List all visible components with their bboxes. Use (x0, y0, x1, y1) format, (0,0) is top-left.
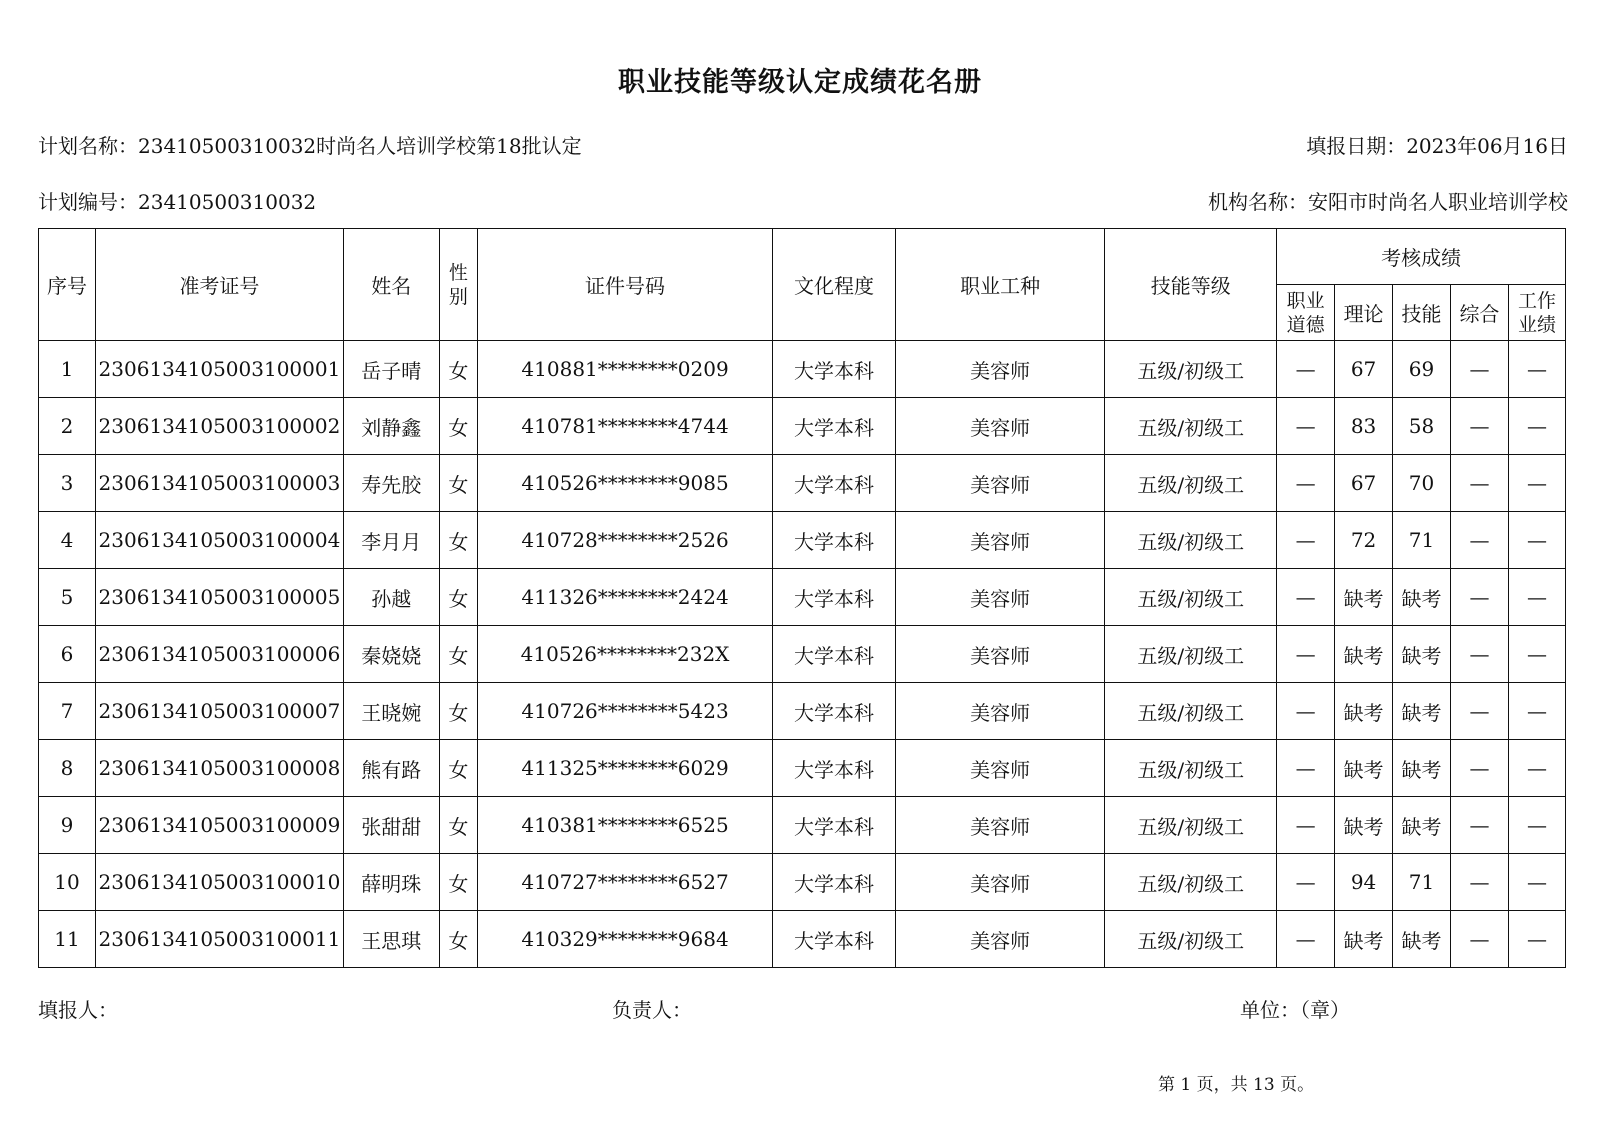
cell-ticket: 2306134105003100003 (95, 455, 343, 512)
cell-ticket: 2306134105003100011 (95, 911, 343, 968)
cell-seq: 9 (39, 797, 96, 854)
table-row (39, 797, 1566, 854)
cell-ticket: 2306134105003100001 (95, 341, 343, 398)
cell-edu: 大学本科 (772, 911, 895, 968)
header-edu: 文化程度 (772, 229, 895, 341)
cell-work: — (1508, 911, 1565, 968)
cell-id: 411326********2424 (478, 569, 773, 626)
cell-edu: 大学本科 (772, 341, 895, 398)
header-gender: 性别 (439, 229, 478, 341)
cell-ethics: — (1277, 512, 1335, 569)
cell-edu: 大学本科 (772, 683, 895, 740)
cell-name: 王思琪 (343, 911, 439, 968)
cell-theory: 缺考 (1335, 911, 1393, 968)
responsible-label: 负责人： (612, 998, 692, 1022)
cell-skill: 缺考 (1393, 626, 1451, 683)
plan-name-value: 23410500310032时尚名人培训学校第18批认定 (138, 134, 582, 158)
cell-gender: 女 (439, 341, 478, 398)
cell-ethics: — (1277, 455, 1335, 512)
cell-edu: 大学本科 (772, 569, 895, 626)
cell-overall: — (1450, 512, 1508, 569)
table-row (39, 911, 1566, 968)
cell-ethics: — (1277, 683, 1335, 740)
plan-name-label: 计划名称： (38, 134, 138, 158)
cell-work: — (1508, 683, 1565, 740)
cell-theory: 缺考 (1335, 683, 1393, 740)
cell-level: 五级/初级工 (1105, 683, 1277, 740)
cell-id: 410727********6527 (478, 854, 773, 911)
cell-skill: 缺考 (1393, 740, 1451, 797)
table-row (39, 512, 1566, 569)
cell-gender: 女 (439, 455, 478, 512)
cell-gender: 女 (439, 512, 478, 569)
cell-id: 410881********0209 (478, 341, 773, 398)
cell-edu: 大学本科 (772, 626, 895, 683)
cell-id: 410728********2526 (478, 512, 773, 569)
cell-gender: 女 (439, 626, 478, 683)
cell-name: 孙越 (343, 569, 439, 626)
cell-ethics: — (1277, 797, 1335, 854)
cell-gender: 女 (439, 911, 478, 968)
cell-overall: — (1450, 797, 1508, 854)
cell-edu: 大学本科 (772, 854, 895, 911)
org-name-value: 安阳市时尚名人职业培训学校 (1308, 190, 1568, 214)
table-row (39, 569, 1566, 626)
cell-name: 岳子晴 (343, 341, 439, 398)
fill-date-line (1306, 130, 1568, 159)
cell-gender: 女 (439, 569, 478, 626)
fill-date-value: 2023年06月16日 (1406, 134, 1568, 158)
cell-id: 411325********6029 (478, 740, 773, 797)
cell-id: 410726********5423 (478, 683, 773, 740)
cell-seq: 3 (39, 455, 96, 512)
cell-ticket: 2306134105003100004 (95, 512, 343, 569)
cell-ticket: 2306134105003100007 (95, 683, 343, 740)
page-number: 第 1 页，共 13 页。 (1158, 1075, 1315, 1095)
cell-ethics: — (1277, 626, 1335, 683)
cell-ethics: — (1277, 398, 1335, 455)
cell-name: 李月月 (343, 512, 439, 569)
cell-job: 美容师 (895, 683, 1104, 740)
cell-job: 美容师 (895, 341, 1104, 398)
cell-job: 美容师 (895, 854, 1104, 911)
cell-overall: — (1450, 740, 1508, 797)
cell-id: 410526********9085 (478, 455, 773, 512)
header-skill: 技能 (1393, 285, 1451, 341)
header-work: 工作业绩 (1508, 285, 1565, 341)
cell-theory: 67 (1335, 455, 1393, 512)
cell-work: — (1508, 569, 1565, 626)
cell-theory: 83 (1335, 398, 1393, 455)
cell-theory: 67 (1335, 341, 1393, 398)
header-level: 技能等级 (1105, 229, 1277, 341)
cell-work: — (1508, 797, 1565, 854)
org-label: 机构名称： (1208, 190, 1308, 214)
cell-edu: 大学本科 (772, 797, 895, 854)
cell-name: 熊有路 (343, 740, 439, 797)
cell-gender: 女 (439, 398, 478, 455)
cell-skill: 70 (1393, 455, 1451, 512)
cell-work: — (1508, 455, 1565, 512)
table-row (39, 455, 1566, 512)
cell-ticket: 2306134105003100010 (95, 854, 343, 911)
header-overall: 综合 (1450, 285, 1508, 341)
cell-ticket: 2306134105003100006 (95, 626, 343, 683)
cell-skill: 缺考 (1393, 911, 1451, 968)
cell-seq: 10 (39, 854, 96, 911)
cell-ethics: — (1277, 854, 1335, 911)
cell-id: 410526********232X (478, 626, 773, 683)
cell-work: — (1508, 854, 1565, 911)
cell-job: 美容师 (895, 740, 1104, 797)
header-job: 职业工种 (895, 229, 1104, 341)
header-id: 证件号码 (478, 229, 773, 341)
plan-no-line (38, 186, 316, 215)
plan-no-value: 23410500310032 (138, 190, 317, 214)
cell-seq: 11 (39, 911, 96, 968)
cell-gender: 女 (439, 740, 478, 797)
cell-job: 美容师 (895, 911, 1104, 968)
table-row (39, 341, 1566, 398)
cell-level: 五级/初级工 (1105, 512, 1277, 569)
header-scores: 考核成绩 (1277, 229, 1566, 285)
cell-theory: 72 (1335, 512, 1393, 569)
cell-seq: 7 (39, 683, 96, 740)
cell-theory: 缺考 (1335, 626, 1393, 683)
cell-seq: 6 (39, 626, 96, 683)
cell-name: 刘静鑫 (343, 398, 439, 455)
cell-level: 五级/初级工 (1105, 797, 1277, 854)
table-row (39, 854, 1566, 911)
cell-name: 薛明珠 (343, 854, 439, 911)
cell-ethics: — (1277, 569, 1335, 626)
cell-level: 五级/初级工 (1105, 569, 1277, 626)
cell-skill: 58 (1393, 398, 1451, 455)
cell-seq: 2 (39, 398, 96, 455)
cell-edu: 大学本科 (772, 455, 895, 512)
cell-name: 寿先胶 (343, 455, 439, 512)
cell-name: 张甜甜 (343, 797, 439, 854)
cell-skill: 71 (1393, 854, 1451, 911)
table-row (39, 626, 1566, 683)
cell-theory: 缺考 (1335, 740, 1393, 797)
cell-overall: — (1450, 398, 1508, 455)
cell-skill: 71 (1393, 512, 1451, 569)
header-theory: 理论 (1335, 285, 1393, 341)
cell-overall: — (1450, 569, 1508, 626)
cell-level: 五级/初级工 (1105, 341, 1277, 398)
cell-skill: 缺考 (1393, 569, 1451, 626)
cell-edu: 大学本科 (772, 398, 895, 455)
cell-ethics: — (1277, 341, 1335, 398)
table-row (39, 683, 1566, 740)
cell-level: 五级/初级工 (1105, 626, 1277, 683)
cell-ticket: 2306134105003100005 (95, 569, 343, 626)
cell-gender: 女 (439, 683, 478, 740)
header-name: 姓名 (343, 229, 439, 341)
cell-work: — (1508, 740, 1565, 797)
cell-edu: 大学本科 (772, 740, 895, 797)
plan-no-label: 计划编号： (38, 190, 138, 214)
cell-level: 五级/初级工 (1105, 854, 1277, 911)
cell-overall: — (1450, 626, 1508, 683)
cell-level: 五级/初级工 (1105, 455, 1277, 512)
cell-id: 410781********4744 (478, 398, 773, 455)
score-roster-table (38, 228, 1566, 968)
cell-work: — (1508, 398, 1565, 455)
cell-name: 王晓婉 (343, 683, 439, 740)
cell-job: 美容师 (895, 455, 1104, 512)
cell-level: 五级/初级工 (1105, 398, 1277, 455)
cell-edu: 大学本科 (772, 512, 895, 569)
cell-overall: — (1450, 455, 1508, 512)
cell-job: 美容师 (895, 797, 1104, 854)
cell-work: — (1508, 626, 1565, 683)
cell-job: 美容师 (895, 626, 1104, 683)
cell-gender: 女 (439, 797, 478, 854)
cell-overall: — (1450, 683, 1508, 740)
cell-skill: 缺考 (1393, 797, 1451, 854)
cell-theory: 缺考 (1335, 797, 1393, 854)
cell-skill: 缺考 (1393, 683, 1451, 740)
cell-level: 五级/初级工 (1105, 740, 1277, 797)
document-title: 职业技能等级认定成绩花名册 (618, 67, 982, 98)
cell-seq: 1 (39, 341, 96, 398)
table-row (39, 398, 1566, 455)
cell-job: 美容师 (895, 398, 1104, 455)
cell-ethics: — (1277, 740, 1335, 797)
roster-body (39, 341, 1566, 968)
cell-overall: — (1450, 341, 1508, 398)
cell-id: 410381********6525 (478, 797, 773, 854)
cell-job: 美容师 (895, 569, 1104, 626)
cell-ticket: 2306134105003100008 (95, 740, 343, 797)
filler-label: 填报人： (38, 998, 118, 1022)
unit-stamp-label: 单位：（章） (1240, 998, 1350, 1022)
cell-skill: 69 (1393, 341, 1451, 398)
cell-theory: 94 (1335, 854, 1393, 911)
header-ethics: 职业道德 (1277, 285, 1335, 341)
cell-theory: 缺考 (1335, 569, 1393, 626)
cell-seq: 8 (39, 740, 96, 797)
cell-ticket: 2306134105003100002 (95, 398, 343, 455)
cell-level: 五级/初级工 (1105, 911, 1277, 968)
cell-name: 秦娆娆 (343, 626, 439, 683)
cell-work: — (1508, 341, 1565, 398)
cell-ethics: — (1277, 911, 1335, 968)
cell-overall: — (1450, 911, 1508, 968)
cell-seq: 4 (39, 512, 96, 569)
cell-ticket: 2306134105003100009 (95, 797, 343, 854)
cell-seq: 5 (39, 569, 96, 626)
cell-id: 410329********9684 (478, 911, 773, 968)
plan-name-line (38, 130, 582, 159)
cell-gender: 女 (439, 854, 478, 911)
org-name-line (1208, 186, 1568, 215)
cell-job: 美容师 (895, 512, 1104, 569)
table-row (39, 740, 1566, 797)
cell-overall: — (1450, 854, 1508, 911)
header-seq: 序号 (39, 229, 96, 341)
fill-date-label: 填报日期： (1306, 134, 1407, 158)
header-ticket: 准考证号 (95, 229, 343, 341)
cell-work: — (1508, 512, 1565, 569)
